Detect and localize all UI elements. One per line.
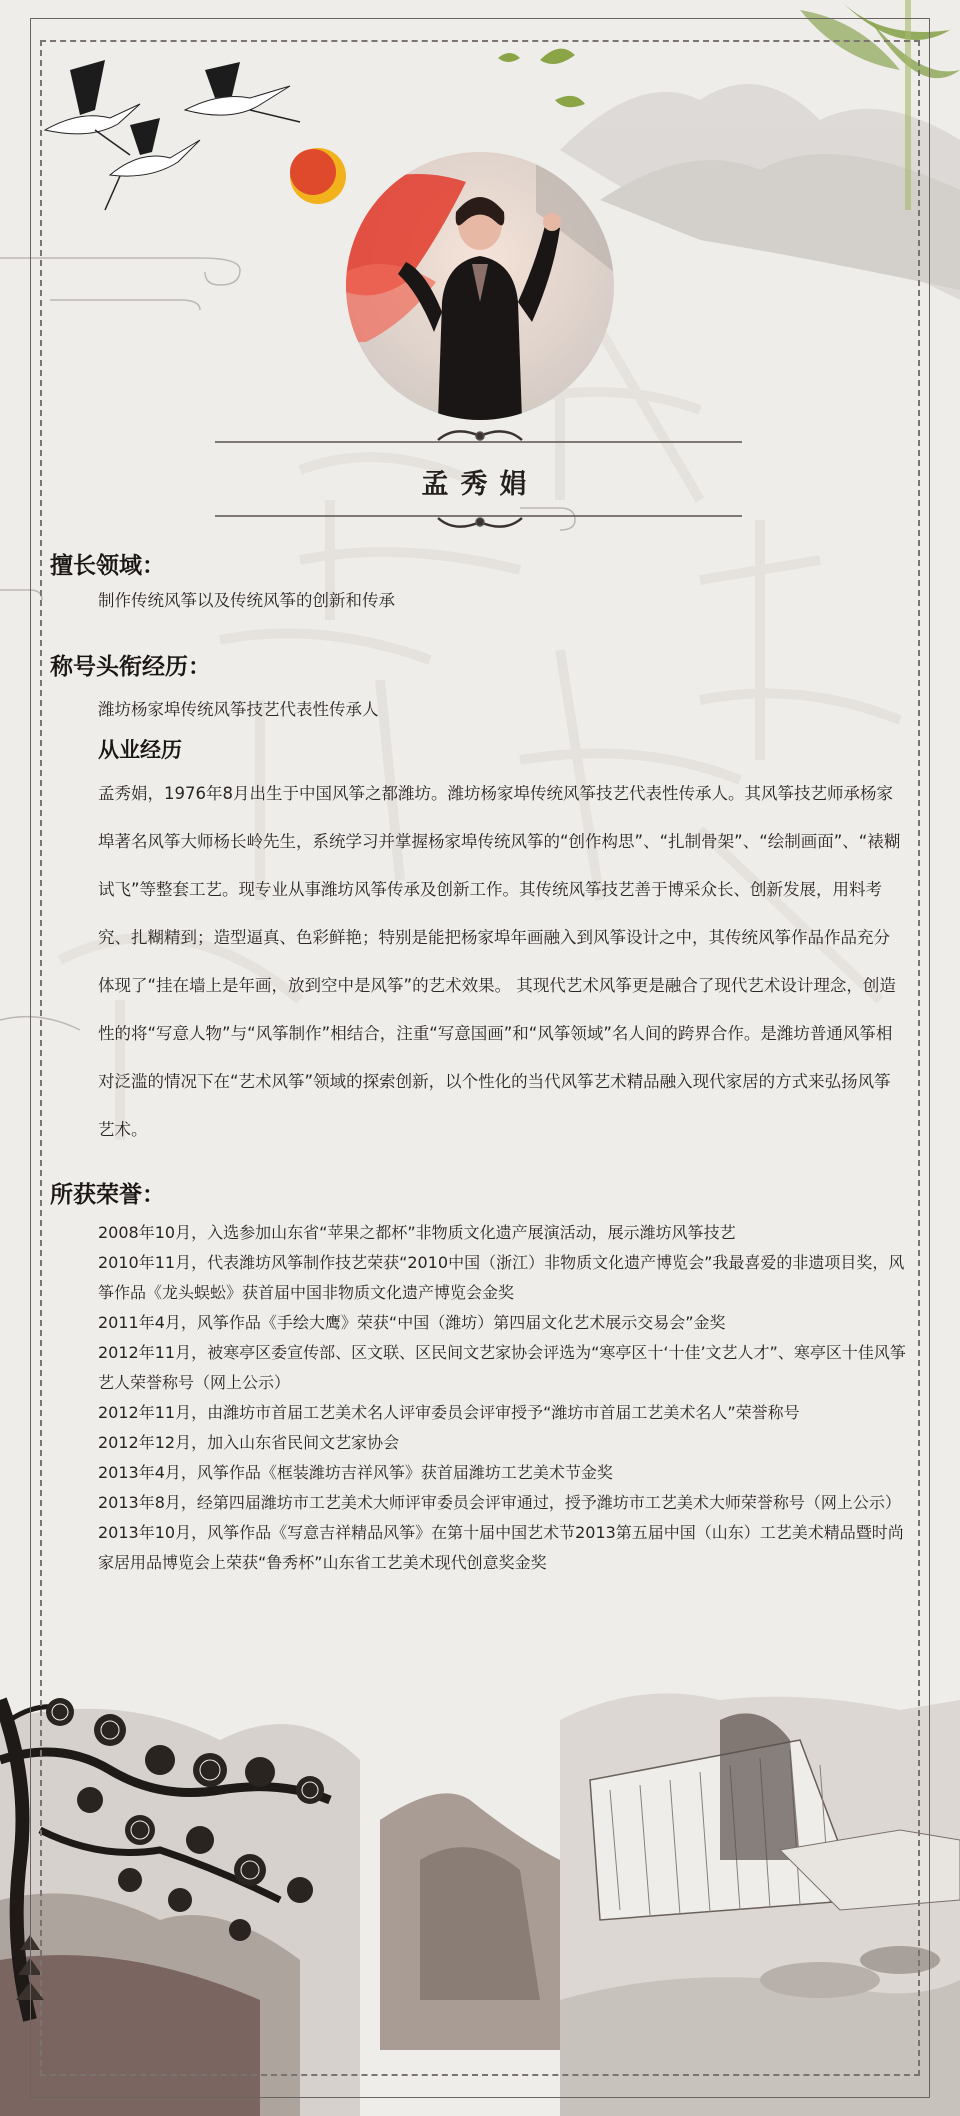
titles-text: 潍坊杨家埠传统风筝技艺代表性传承人 xyxy=(98,700,379,719)
list-item: 2013年10月，风筝作品《写意吉祥精品风筝》在第十届中国艺术节2013第五届中国（山东）工艺美术精品暨时尚家居用品博览会上荣获“鲁秀杯”山东省工艺美术现代创意奖金奖 xyxy=(98,1523,904,1572)
portrait-photo xyxy=(346,152,614,420)
person-name: 孟秀娟 xyxy=(421,469,539,500)
list-item: 2011年4月，风筝作品《手绘大鹰》荣获“中国（潍坊）第四届文化艺术展示交易会”金奖 xyxy=(98,1313,726,1332)
titles-title: 称号头衔经历： xyxy=(50,654,211,680)
list-item: 2012年11月，被寒亭区委宣传部、区文联、区民间文艺家协会评选为“寒亭区十‘十佳’文艺人才”、寒亭区十佳风筝艺人荣誉称号（网上公示） xyxy=(98,1343,906,1392)
career-text: 孟秀娟，1976年8月出生于中国风筝之都潍坊。潍坊杨家埠传统风筝技艺代表性传承人。其风筝技艺师承杨家埠著名风筝大师杨长岭先生，系统学习并掌握杨家埠传统风筝的“创作构思”、“扎制骨架”、“绘制画面”、“裱糊试飞”等整套工艺。现专业从事潍坊风筝传承及创新工作。其传统风筝技艺善于博采众长、创新发展，用料考究、扎糊精到；造型逼真、色彩鲜艳；特别是能把杨家埠年画融入到风筝设计之中，其传统风筝作品作品充分体现了“挂在墙上是年画，放到空中是风筝”的艺术效果。 其现代艺术风筝更是融合了现代艺术设计理念，创造性的将“写意人物”与“风筝制作”相结合，注重“写意国画”和“风筝领域”名人间的跨界合作。是潍坊普通风筝相对泛滥的情况下在“艺术风筝”领域的探索创新，以个性化的当代风筝艺术精品融入现代家居的方式来弘扬风筝艺术。 xyxy=(98,784,901,1139)
list-item: 2012年11月，由潍坊市首届工艺美术名人评审委员会评审授予“潍坊市首届工艺美术名人”荣誉称号 xyxy=(98,1403,800,1422)
specialty-title: 擅长领域： xyxy=(50,553,165,579)
honors-title: 所获荣誉： xyxy=(50,1182,165,1208)
career-title: 从业经历 xyxy=(98,738,182,762)
list-item: 2010年11月，代表潍坊风筝制作技艺荣获“2010中国（浙江）非物质文化遗产博览会”我最喜爱的非遗项目奖，风筝作品《龙头蜈蚣》获首届中国非物质文化遗产博览会金奖 xyxy=(98,1253,905,1302)
list-item: 2013年8月，经第四届潍坊市工艺美术大师评审委员会评审通过，授予潍坊市工艺美术大师荣誉称号（网上公示） xyxy=(98,1493,901,1512)
portrait-icon xyxy=(346,152,614,420)
list-item: 2012年12月，加入山东省民间文艺家协会 xyxy=(98,1433,400,1452)
honors-list xyxy=(98,1218,918,1578)
list-item: 2008年10月，入选参加山东省“苹果之都杯”非物质文化遗产展演活动，展示潍坊风筝技艺 xyxy=(98,1223,736,1242)
specialty-text: 制作传统风筝以及传统风筝的创新和传承 xyxy=(98,591,395,610)
list-item: 2013年4月，风筝作品《框装潍坊吉祥风筝》获首届潍坊工艺美术节金奖 xyxy=(98,1463,613,1482)
